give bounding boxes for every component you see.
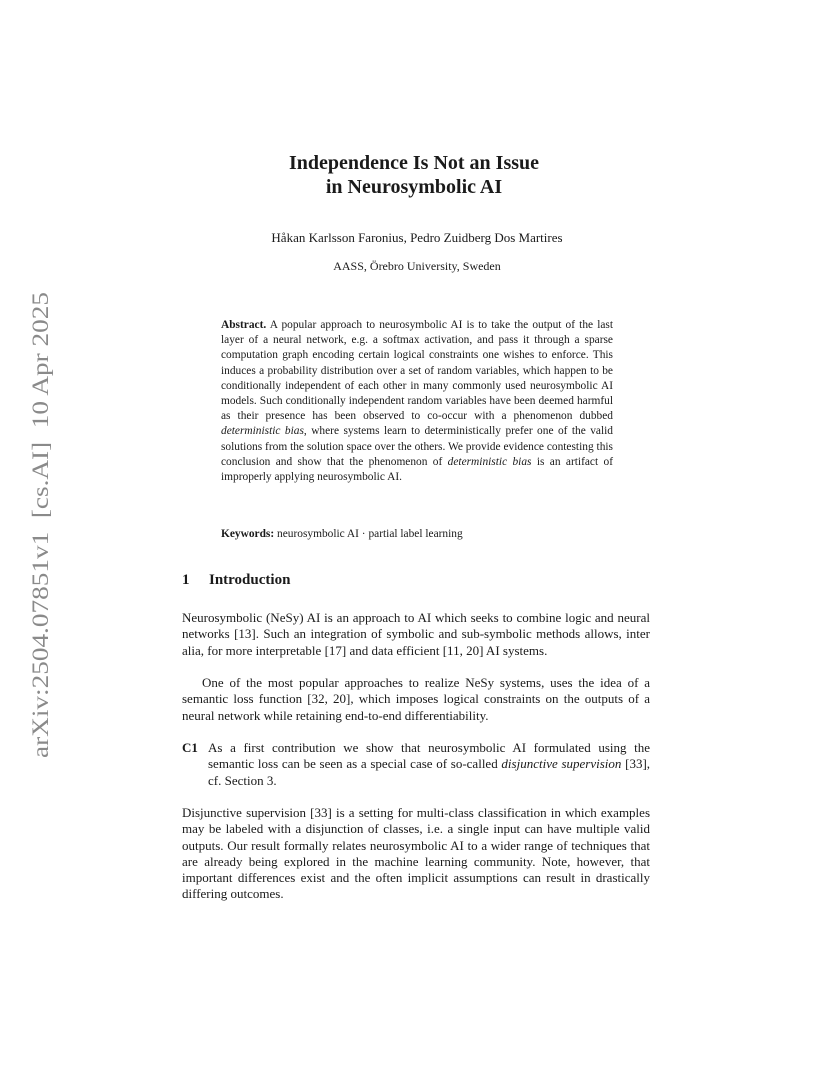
contribution-item [182, 740, 650, 789]
abstract [221, 318, 613, 485]
abstract-label: Abstract. [221, 319, 267, 331]
contribution-label: C1 [182, 740, 198, 755]
paper-title-line-2: in Neurosymbolic AI [325, 176, 503, 198]
intro-paragraph-3: Disjunctive supervision [33] is a setting for multi-class classification in which examples may be labeled with a disjunction of classes, i.e. a single input can have multiple valid outputs. Our result formally relates neurosymbolic AI to a wider range of techniques that are already being explored in the machine learning community. Note, however, that important differences exist and the often implicit assumptions can result in drastically differing outcomes. [182, 805, 650, 902]
contribution-text-2: [33], cf. Section 3. [208, 756, 651, 788]
section-title: Introduction [209, 572, 291, 588]
intro-paragraph-2: One of the most popular approaches to realize NeSy systems, uses the idea of a semantic loss function [32, 20], which imposes logical constraints on the outputs of a neural network while retaining end-to-end differentiability. [182, 675, 650, 723]
contribution-text [208, 740, 650, 789]
arxiv-stamp-text: arXiv:2504.07851v1 [cs.AI] 10 Apr 2025 [28, 355, 54, 758]
abstract-text-3: is an artifact of improperly applying neurosymbolic AI. [221, 455, 613, 484]
affiliation: AASS, Örebro University, Sweden [333, 259, 501, 273]
intro-paragraph-1: Neurosymbolic (NeSy) AI is an approach to AI which seeks to combine logic and neural networks [13]. Such an integration of symbolic and sub-symbolic methods allows, inter alia, for more interpretable [17] and data efficient [11, 20] AI systems. [182, 610, 650, 658]
abstract-emphasis-1: deterministic bias [221, 425, 304, 438]
arxiv-stamp [16, 290, 60, 760]
section-number: 1 [182, 572, 190, 588]
section-heading [182, 572, 290, 589]
abstract-text-1: A popular approach to neurosymbolic AI is to take the output of the last layer of a neural network, e.g. a softmax activation, and pass it through a sparse computation graph encoding certain logical constraints one wishes to enforce. This induces a probability distribution over a set of random variables, which happen to be conditionally independent of each other in many commonly used neurosymbolic AI models. Such conditionally independent random variables have been deemed harmful as their presence has been observed to co-occur with a phenomenon dubbed [221, 319, 614, 423]
keywords-label: Keywords: [221, 528, 275, 540]
keywords [221, 528, 613, 540]
paper-title-line-1: Independence Is Not an Issue [288, 152, 540, 174]
contribution-emphasis: disjunctive supervision [501, 756, 622, 772]
keywords-text: neurosymbolic AI · partial label learning [277, 528, 463, 540]
author-list: Håkan Karlsson Faronius, Pedro Zuidberg Dos Martires [271, 230, 563, 245]
contribution-text-1: As a first contribution we show that neurosymbolic AI formulated using the semantic loss can be seen as a special case of so-called [208, 740, 650, 772]
abstract-emphasis-2: deterministic bias [447, 455, 532, 468]
abstract-text-2: , where systems learn to deterministically prefer one of the valid solutions from the solution space over the others. We provide evidence contesting this conclusion and show that the phenomenon of [221, 425, 613, 468]
